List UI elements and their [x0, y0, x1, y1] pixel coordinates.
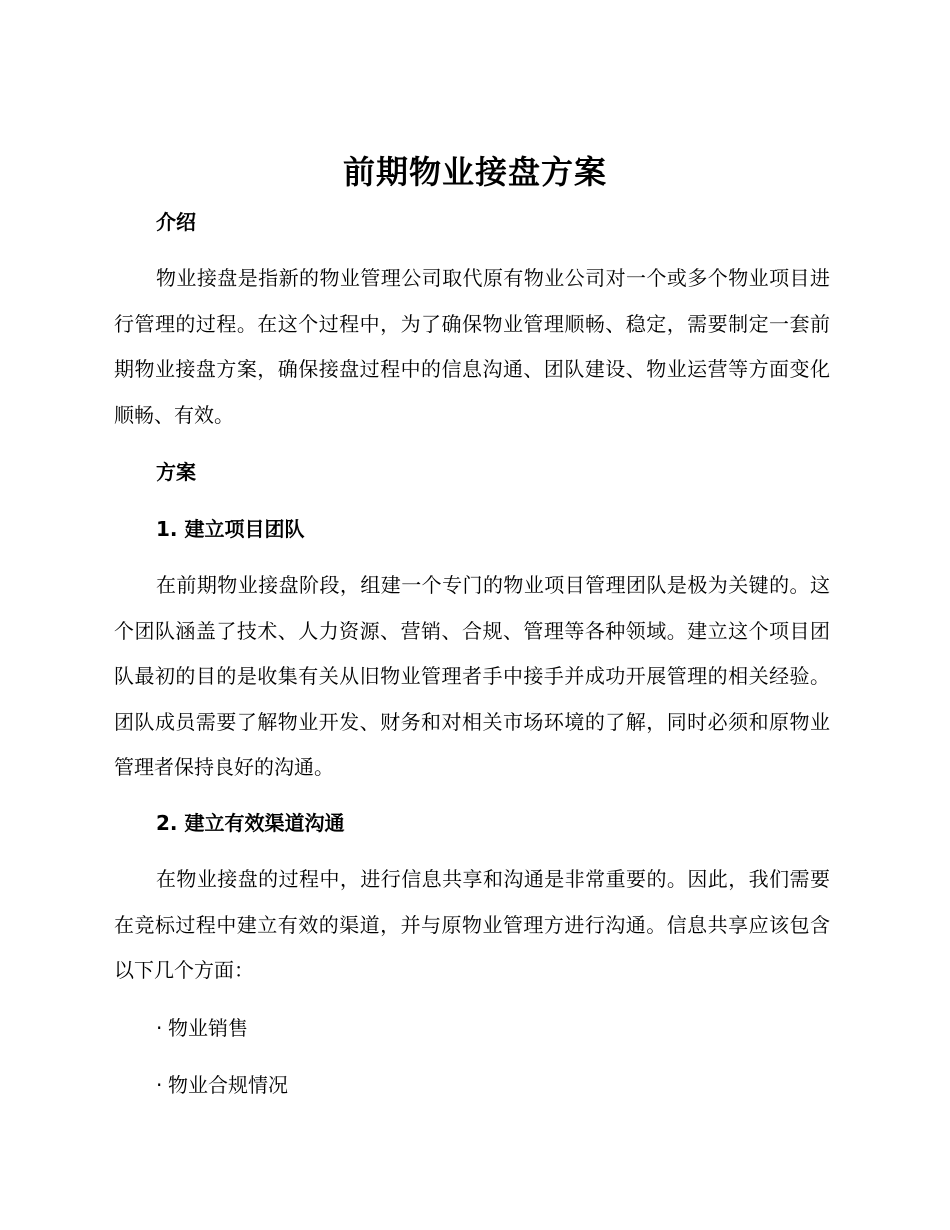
document-title: 前期物业接盘方案 [342, 153, 607, 191]
bullet-item [156, 1071, 288, 1099]
bullet-marker: · [156, 1016, 163, 1040]
intro-paragraph: 物业接盘是指新的物业管理公司取代原有物业公司对一个或多个物业项目进行管理的过程。在这个过程中，为了确保物业管理顺畅、稳定，需要制定一套前期物业接盘方案，确保接盘过程中的信息沟通、团队建设、物业运营等方面变化顺畅、有效。 [114, 266, 830, 427]
section-heading-team: 1. 建立项目团队 [156, 517, 305, 541]
bullet-marker: · [156, 1073, 163, 1097]
section-heading-plan: 方案 [156, 460, 196, 484]
section-heading-intro: 介绍 [156, 210, 196, 234]
bullet-item [156, 1014, 248, 1042]
bullet-text: 物业合规情况 [168, 1073, 288, 1097]
section-heading-channel: 2. 建立有效渠道沟通 [156, 811, 345, 835]
bullet-text: 物业销售 [168, 1016, 248, 1040]
team-paragraph: 在前期物业接盘阶段，组建一个专门的物业项目管理团队是极为关键的。这个团队涵盖了技术、人力资源、营销、合规、管理等各种领域。建立这个项目团队最初的目的是收集有关从旧物业管理者手中接手并成功开展管理的相关经验。团队成员需要了解物业开发、财务和对相关市场环境的了解，同时必须和原物业管理者保持良好的沟通。 [114, 573, 830, 779]
channel-paragraph: 在物业接盘的过程中，进行信息共享和沟通是非常重要的。因此，我们需要在竞标过程中建立有效的渠道，并与原物业管理方进行沟通。信息共享应该包含以下几个方面： [114, 867, 830, 982]
